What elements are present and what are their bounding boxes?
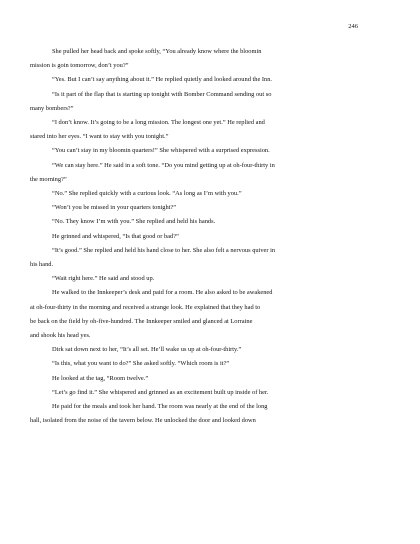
text-line: his hand.: [30, 261, 54, 269]
text-line: He grinned and whispered, “Is that good or bad?”: [52, 232, 179, 240]
text-line: “Yes. But I can’t say anything about it.” He replied quietly and looked around the Inn.: [52, 76, 273, 84]
text-line: “It’s good.” She replied and held his hand close to her. She also felt a nervous quiver in: [52, 246, 276, 254]
text-line: He paid for the meals and took her hand. The room was nearly at the end of the long: [52, 403, 268, 411]
text-line: “No.” She replied quickly with a curious look. “As long as I’m with you.”: [52, 190, 242, 198]
text-line: “Is this, what you want to do?” She asked softly. “Which room is it?”: [52, 360, 230, 368]
text-line: She pulled her head back and spoke softly, “You already know where the bloomin: [52, 48, 262, 55]
text-line: He looked at the tag, “Room twelve.”: [52, 374, 149, 382]
text-line: many bombers?”: [30, 104, 74, 112]
text-line: at oh-four-thirty in the morning and received a strange look. He explained that they had to: [30, 303, 261, 311]
text-line: “Wait right here.” He said and stood up.: [52, 275, 155, 283]
text-line: “Is it part of the flap that is starting up tonight with Bomber Command sending out so: [52, 90, 272, 98]
text-line: the morning?”: [30, 175, 67, 183]
text-line: hall, isolated from the noise of the tavern below. He unlocked the door and looked down: [30, 417, 256, 425]
text-line: “We can stay here.” He said in a soft tone. “Do you mind getting up at oh-four-thirty in: [52, 161, 275, 169]
text-line: mission is goin tomorrow, don’t you?”: [30, 62, 129, 70]
text-line: and shook his head yes.: [30, 332, 91, 340]
text-line: “I don’t know. It’s going to be a long mission. The longest one yet.” He replied and: [52, 119, 265, 127]
text-line: “Let’s go find it.” She whispered and grinned as an excitement built up inside of her.: [52, 388, 269, 396]
text-line: He walked to the Innkeeper’s desk and paid for a room. He also asked to be awakened: [52, 289, 273, 297]
text-line: “You can’t stay in my bloomin quarters!” She whispered with a surprised expression.: [52, 147, 270, 155]
text-line: stared into her eyes. “I want to stay with you tonight.”: [30, 133, 169, 141]
text-line: be back on the field by oh-five-hundred. The Innkeeper smiled and glanced at Lorraine: [30, 317, 253, 325]
text-line: “Won’t you be missed in your quarters tonight?”: [52, 204, 177, 212]
text-line: Dirk sat down next to her, “It’s all set. He’ll wake us up at oh-four-thirty.”: [52, 346, 242, 354]
text-line: “No. They know I’m with you.” She replied and held his hands.: [52, 218, 216, 226]
page-number: 246: [348, 23, 358, 30]
body-text: [30, 45, 388, 428]
